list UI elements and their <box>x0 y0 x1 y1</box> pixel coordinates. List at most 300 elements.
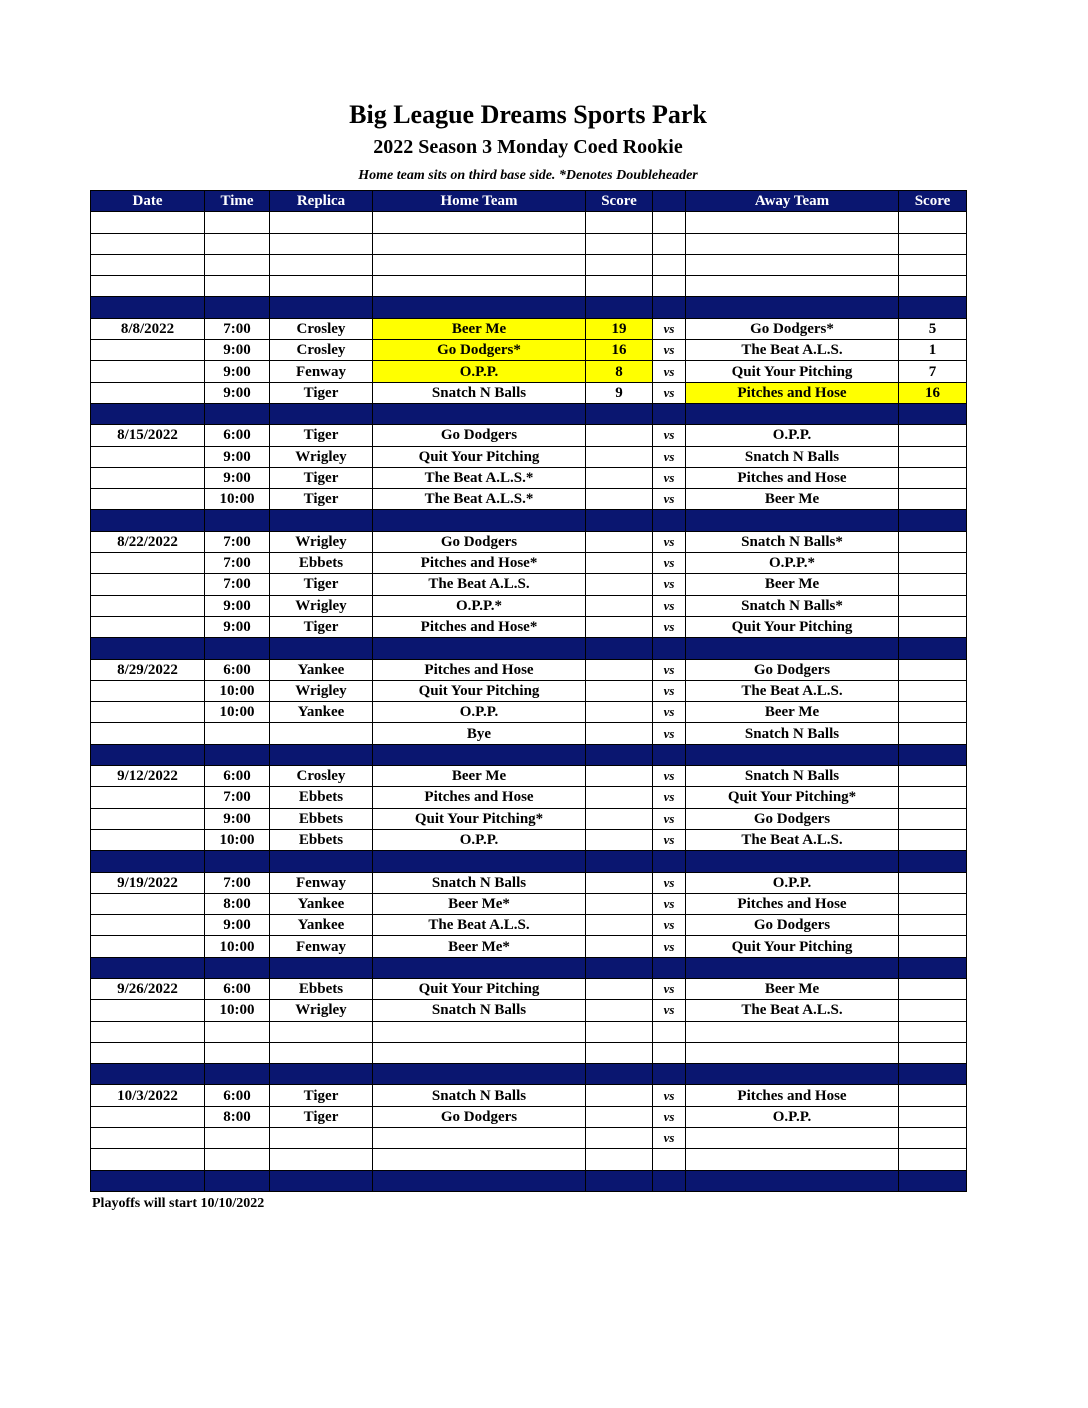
date-cell <box>91 1106 205 1127</box>
away-team-cell: Go Dodgers <box>686 659 899 680</box>
game-row <box>91 467 967 488</box>
home-score-cell <box>586 808 653 829</box>
away-team-cell: The Beat A.L.S. <box>686 680 899 701</box>
time-cell: 6:00 <box>205 659 270 680</box>
game-row <box>91 659 967 680</box>
vs-cell: vs <box>653 361 686 382</box>
date-cell <box>91 467 205 488</box>
away-score-cell <box>899 659 967 680</box>
replica-cell <box>270 1042 373 1063</box>
date-cell <box>91 808 205 829</box>
time-cell <box>205 212 270 233</box>
home-team-cell <box>373 510 586 531</box>
home-team-cell: Go Dodgers <box>373 531 586 552</box>
week-separator-row <box>91 851 967 872</box>
date-cell <box>91 744 205 765</box>
replica-cell <box>270 638 373 659</box>
replica-cell <box>270 1170 373 1191</box>
vs-cell: vs <box>653 1106 686 1127</box>
home-team-cell: Quit Your Pitching <box>373 446 586 467</box>
header-home-score: Score <box>586 191 653 212</box>
date-cell: 8/22/2022 <box>91 531 205 552</box>
time-cell: 8:00 <box>205 893 270 914</box>
game-row <box>91 425 967 446</box>
playoffs-note: Playoffs will start 10/10/2022 <box>92 1196 265 1211</box>
date-cell <box>91 340 205 361</box>
away-score-cell <box>899 1106 967 1127</box>
time-cell: 9:00 <box>205 915 270 936</box>
home-score-cell <box>586 766 653 787</box>
time-cell: 10:00 <box>205 680 270 701</box>
home-score-cell <box>586 403 653 424</box>
away-team-cell <box>686 276 899 297</box>
home-team-cell: Bye <box>373 723 586 744</box>
time-cell <box>205 403 270 424</box>
replica-cell <box>270 957 373 978</box>
home-team-cell: Pitches and Hose* <box>373 553 586 574</box>
date-cell <box>91 574 205 595</box>
away-score-cell <box>899 638 967 659</box>
home-score-cell <box>586 489 653 510</box>
replica-cell: Tiger <box>270 1085 373 1106</box>
date-cell <box>91 936 205 957</box>
date-cell: 10/3/2022 <box>91 1085 205 1106</box>
vs-cell: vs <box>653 531 686 552</box>
away-score-cell <box>899 616 967 637</box>
date-cell <box>91 403 205 424</box>
home-team-cell <box>373 1149 586 1170</box>
week-separator-row <box>91 1170 967 1191</box>
home-score-cell <box>586 638 653 659</box>
date-cell <box>91 233 205 254</box>
home-team-cell: The Beat A.L.S.* <box>373 467 586 488</box>
vs-cell <box>653 1021 686 1042</box>
replica-cell: Fenway <box>270 936 373 957</box>
home-team-cell: Beer Me* <box>373 936 586 957</box>
time-cell <box>205 1128 270 1149</box>
vs-cell <box>653 403 686 424</box>
game-row <box>91 936 967 957</box>
away-score-cell <box>899 936 967 957</box>
game-row <box>91 616 967 637</box>
date-cell: 9/26/2022 <box>91 978 205 999</box>
away-score-cell <box>899 595 967 616</box>
game-row <box>91 574 967 595</box>
home-team-cell <box>373 212 586 233</box>
away-score-cell <box>899 1085 967 1106</box>
away-team-cell: The Beat A.L.S. <box>686 829 899 850</box>
away-team-cell: Pitches and Hose <box>686 467 899 488</box>
home-team-cell: O.P.P. <box>373 829 586 850</box>
empty-row <box>91 1021 967 1042</box>
vs-cell <box>653 638 686 659</box>
away-score-cell <box>899 1128 967 1149</box>
vs-cell: vs <box>653 893 686 914</box>
header-away-team: Away Team <box>686 191 899 212</box>
vs-cell: vs <box>653 382 686 403</box>
home-score-cell <box>586 1064 653 1085</box>
date-cell <box>91 510 205 531</box>
header-away-score: Score <box>899 191 967 212</box>
game-row <box>91 361 967 382</box>
vs-cell <box>653 1042 686 1063</box>
home-team-cell <box>373 276 586 297</box>
replica-cell: Wrigley <box>270 595 373 616</box>
time-cell: 6:00 <box>205 766 270 787</box>
header-replica: Replica <box>270 191 373 212</box>
vs-cell <box>653 254 686 275</box>
empty-row <box>91 212 967 233</box>
vs-cell: vs <box>653 659 686 680</box>
replica-cell: Tiger <box>270 467 373 488</box>
vs-cell <box>653 297 686 318</box>
page-title: Big League Dreams Sports Park <box>349 100 707 129</box>
away-team-cell: Pitches and Hose <box>686 893 899 914</box>
game-row <box>91 872 967 893</box>
home-score-cell <box>586 1085 653 1106</box>
away-score-cell <box>899 212 967 233</box>
time-cell: 10:00 <box>205 936 270 957</box>
game-row <box>91 340 967 361</box>
replica-cell: Yankee <box>270 893 373 914</box>
game-row <box>91 702 967 723</box>
away-score-cell <box>899 403 967 424</box>
date-cell <box>91 638 205 659</box>
away-team-cell: Beer Me <box>686 489 899 510</box>
replica-cell: Tiger <box>270 574 373 595</box>
home-team-cell: Beer Me* <box>373 893 586 914</box>
away-score-cell <box>899 574 967 595</box>
time-cell: 10:00 <box>205 489 270 510</box>
game-row <box>91 1106 967 1127</box>
time-cell: 7:00 <box>205 531 270 552</box>
date-cell <box>91 702 205 723</box>
home-team-cell: Beer Me <box>373 318 586 339</box>
date-cell <box>91 361 205 382</box>
time-cell: 7:00 <box>205 318 270 339</box>
away-score-cell <box>899 276 967 297</box>
game-row <box>91 829 967 850</box>
home-score-cell <box>586 915 653 936</box>
home-team-cell <box>373 233 586 254</box>
home-team-cell <box>373 297 586 318</box>
date-cell <box>91 212 205 233</box>
header-date: Date <box>91 191 205 212</box>
replica-cell: Yankee <box>270 702 373 723</box>
home-score-cell: 8 <box>586 361 653 382</box>
away-team-cell: Quit Your Pitching <box>686 361 899 382</box>
replica-cell <box>270 297 373 318</box>
home-score-cell <box>586 787 653 808</box>
time-cell <box>205 638 270 659</box>
replica-cell <box>270 276 373 297</box>
week-separator-row <box>91 510 967 531</box>
home-score-cell <box>586 531 653 552</box>
date-cell <box>91 1149 205 1170</box>
away-score-cell <box>899 531 967 552</box>
vs-cell: vs <box>653 936 686 957</box>
away-score-cell: 16 <box>899 382 967 403</box>
replica-cell <box>270 1149 373 1170</box>
away-team-cell: O.P.P.* <box>686 553 899 574</box>
game-row <box>91 595 967 616</box>
replica-cell: Tiger <box>270 616 373 637</box>
week-separator-row <box>91 297 967 318</box>
date-cell <box>91 915 205 936</box>
home-team-cell: The Beat A.L.S. <box>373 574 586 595</box>
home-team-cell: The Beat A.L.S.* <box>373 489 586 510</box>
home-score-cell <box>586 467 653 488</box>
home-score-cell <box>586 297 653 318</box>
replica-cell: Wrigley <box>270 1000 373 1021</box>
week-separator-row <box>91 403 967 424</box>
away-team-cell <box>686 1149 899 1170</box>
time-cell: 9:00 <box>205 808 270 829</box>
time-cell: 10:00 <box>205 1000 270 1021</box>
away-score-cell <box>899 766 967 787</box>
home-score-cell <box>586 851 653 872</box>
vs-cell: vs <box>653 808 686 829</box>
away-score-cell: 7 <box>899 361 967 382</box>
home-score-cell <box>586 553 653 574</box>
home-team-cell: Snatch N Balls <box>373 1085 586 1106</box>
date-cell: 8/15/2022 <box>91 425 205 446</box>
away-score-cell <box>899 1149 967 1170</box>
time-cell <box>205 723 270 744</box>
away-team-cell: The Beat A.L.S. <box>686 1000 899 1021</box>
time-cell: 6:00 <box>205 978 270 999</box>
away-team-cell <box>686 403 899 424</box>
home-score-cell <box>586 723 653 744</box>
date-cell <box>91 1064 205 1085</box>
away-team-cell: Snatch N Balls <box>686 723 899 744</box>
vs-cell: vs <box>653 766 686 787</box>
home-team-cell <box>373 1042 586 1063</box>
replica-cell: Crosley <box>270 766 373 787</box>
home-team-cell: Pitches and Hose <box>373 659 586 680</box>
home-score-cell <box>586 425 653 446</box>
away-team-cell: Quit Your Pitching <box>686 616 899 637</box>
home-team-cell: Pitches and Hose <box>373 787 586 808</box>
date-cell <box>91 595 205 616</box>
vs-cell: vs <box>653 489 686 510</box>
home-score-cell <box>586 1149 653 1170</box>
away-team-cell <box>686 297 899 318</box>
away-score-cell <box>899 680 967 701</box>
date-cell <box>91 829 205 850</box>
away-score-cell <box>899 723 967 744</box>
empty-row <box>91 1149 967 1170</box>
away-score-cell <box>899 297 967 318</box>
away-team-cell <box>686 638 899 659</box>
home-score-cell <box>586 510 653 531</box>
time-cell <box>205 957 270 978</box>
away-team-cell: Go Dodgers* <box>686 318 899 339</box>
time-cell <box>205 1170 270 1191</box>
away-team-cell <box>686 1064 899 1085</box>
home-score-cell <box>586 1042 653 1063</box>
time-cell: 7:00 <box>205 574 270 595</box>
home-team-cell: Go Dodgers <box>373 1106 586 1127</box>
vs-cell <box>653 1170 686 1191</box>
replica-cell: Wrigley <box>270 446 373 467</box>
replica-cell <box>270 1021 373 1042</box>
home-team-cell: Go Dodgers <box>373 425 586 446</box>
empty-row <box>91 254 967 275</box>
home-team-cell <box>373 1021 586 1042</box>
away-team-cell: Go Dodgers <box>686 915 899 936</box>
game-row <box>91 808 967 829</box>
home-score-cell <box>586 446 653 467</box>
away-team-cell <box>686 744 899 765</box>
away-score-cell <box>899 510 967 531</box>
away-score-cell <box>899 702 967 723</box>
home-score-cell <box>586 212 653 233</box>
home-score-cell: 16 <box>586 340 653 361</box>
vs-cell: vs <box>653 787 686 808</box>
game-row <box>91 893 967 914</box>
away-team-cell: O.P.P. <box>686 425 899 446</box>
away-team-cell: Snatch N Balls* <box>686 595 899 616</box>
game-row <box>91 489 967 510</box>
time-cell <box>205 254 270 275</box>
time-cell: 6:00 <box>205 1085 270 1106</box>
schedule-body <box>91 212 967 1192</box>
vs-cell: vs <box>653 340 686 361</box>
away-team-cell <box>686 1021 899 1042</box>
time-cell: 9:00 <box>205 446 270 467</box>
date-cell <box>91 723 205 744</box>
away-score-cell <box>899 744 967 765</box>
page-subtitle: 2022 Season 3 Monday Coed Rookie <box>373 136 683 158</box>
time-cell: 9:00 <box>205 382 270 403</box>
home-score-cell <box>586 1021 653 1042</box>
away-team-cell <box>686 510 899 531</box>
time-cell <box>205 1064 270 1085</box>
home-score-cell <box>586 978 653 999</box>
away-team-cell: Snatch N Balls <box>686 766 899 787</box>
home-team-cell: Snatch N Balls <box>373 872 586 893</box>
replica-cell: Wrigley <box>270 680 373 701</box>
away-score-cell <box>899 978 967 999</box>
away-team-cell: O.P.P. <box>686 872 899 893</box>
home-team-cell: The Beat A.L.S. <box>373 915 586 936</box>
date-cell <box>91 297 205 318</box>
vs-cell: vs <box>653 680 686 701</box>
home-score-cell <box>586 276 653 297</box>
vs-cell: vs <box>653 425 686 446</box>
replica-cell: Crosley <box>270 340 373 361</box>
vs-cell <box>653 1064 686 1085</box>
home-team-cell <box>373 1128 586 1149</box>
home-team-cell: O.P.P. <box>373 702 586 723</box>
time-cell <box>205 744 270 765</box>
away-score-cell <box>899 829 967 850</box>
date-cell <box>91 1021 205 1042</box>
away-team-cell: The Beat A.L.S. <box>686 340 899 361</box>
game-row <box>91 787 967 808</box>
time-cell <box>205 1042 270 1063</box>
vs-cell: vs <box>653 1000 686 1021</box>
away-team-cell: Go Dodgers <box>686 808 899 829</box>
home-team-cell <box>373 1064 586 1085</box>
time-cell <box>205 851 270 872</box>
week-separator-row <box>91 638 967 659</box>
replica-cell: Tiger <box>270 1106 373 1127</box>
vs-cell <box>653 957 686 978</box>
vs-cell <box>653 851 686 872</box>
home-team-cell <box>373 403 586 424</box>
away-team-cell <box>686 1128 899 1149</box>
game-row <box>91 1000 967 1021</box>
home-team-cell <box>373 254 586 275</box>
away-team-cell: Quit Your Pitching <box>686 936 899 957</box>
away-team-cell <box>686 1042 899 1063</box>
time-cell <box>205 1149 270 1170</box>
game-row <box>91 382 967 403</box>
away-score-cell <box>899 553 967 574</box>
vs-cell: vs <box>653 553 686 574</box>
home-team-cell <box>373 744 586 765</box>
time-cell <box>205 1021 270 1042</box>
empty-row <box>91 233 967 254</box>
home-team-cell: Quit Your Pitching* <box>373 808 586 829</box>
game-row <box>91 446 967 467</box>
away-team-cell <box>686 212 899 233</box>
time-cell: 9:00 <box>205 616 270 637</box>
vs-cell: vs <box>653 616 686 637</box>
replica-cell <box>270 744 373 765</box>
home-team-cell: Snatch N Balls <box>373 382 586 403</box>
replica-cell <box>270 510 373 531</box>
vs-cell: vs <box>653 978 686 999</box>
time-cell <box>205 297 270 318</box>
replica-cell: Yankee <box>270 915 373 936</box>
replica-cell: Ebbets <box>270 553 373 574</box>
home-score-cell <box>586 1106 653 1127</box>
replica-cell: Fenway <box>270 361 373 382</box>
date-cell <box>91 616 205 637</box>
time-cell: 7:00 <box>205 553 270 574</box>
date-cell <box>91 787 205 808</box>
away-score-cell: 1 <box>899 340 967 361</box>
replica-cell: Wrigley <box>270 531 373 552</box>
empty-row <box>91 276 967 297</box>
away-team-cell <box>686 851 899 872</box>
away-score-cell <box>899 446 967 467</box>
replica-cell <box>270 1064 373 1085</box>
time-cell <box>205 276 270 297</box>
week-separator-row <box>91 1064 967 1085</box>
vs-cell: vs <box>653 915 686 936</box>
away-team-cell: O.P.P. <box>686 1106 899 1127</box>
home-team-cell: Quit Your Pitching <box>373 680 586 701</box>
away-score-cell <box>899 1000 967 1021</box>
vs-cell: vs <box>653 467 686 488</box>
home-score-cell <box>586 872 653 893</box>
header-home-team: Home Team <box>373 191 586 212</box>
time-cell: 10:00 <box>205 702 270 723</box>
time-cell: 10:00 <box>205 829 270 850</box>
away-score-cell <box>899 957 967 978</box>
home-team-cell: O.P.P.* <box>373 595 586 616</box>
home-team-cell: Pitches and Hose* <box>373 616 586 637</box>
home-score-cell <box>586 702 653 723</box>
time-cell: 9:00 <box>205 361 270 382</box>
vs-cell <box>653 212 686 233</box>
home-team-cell: Beer Me <box>373 766 586 787</box>
date-cell <box>91 1042 205 1063</box>
